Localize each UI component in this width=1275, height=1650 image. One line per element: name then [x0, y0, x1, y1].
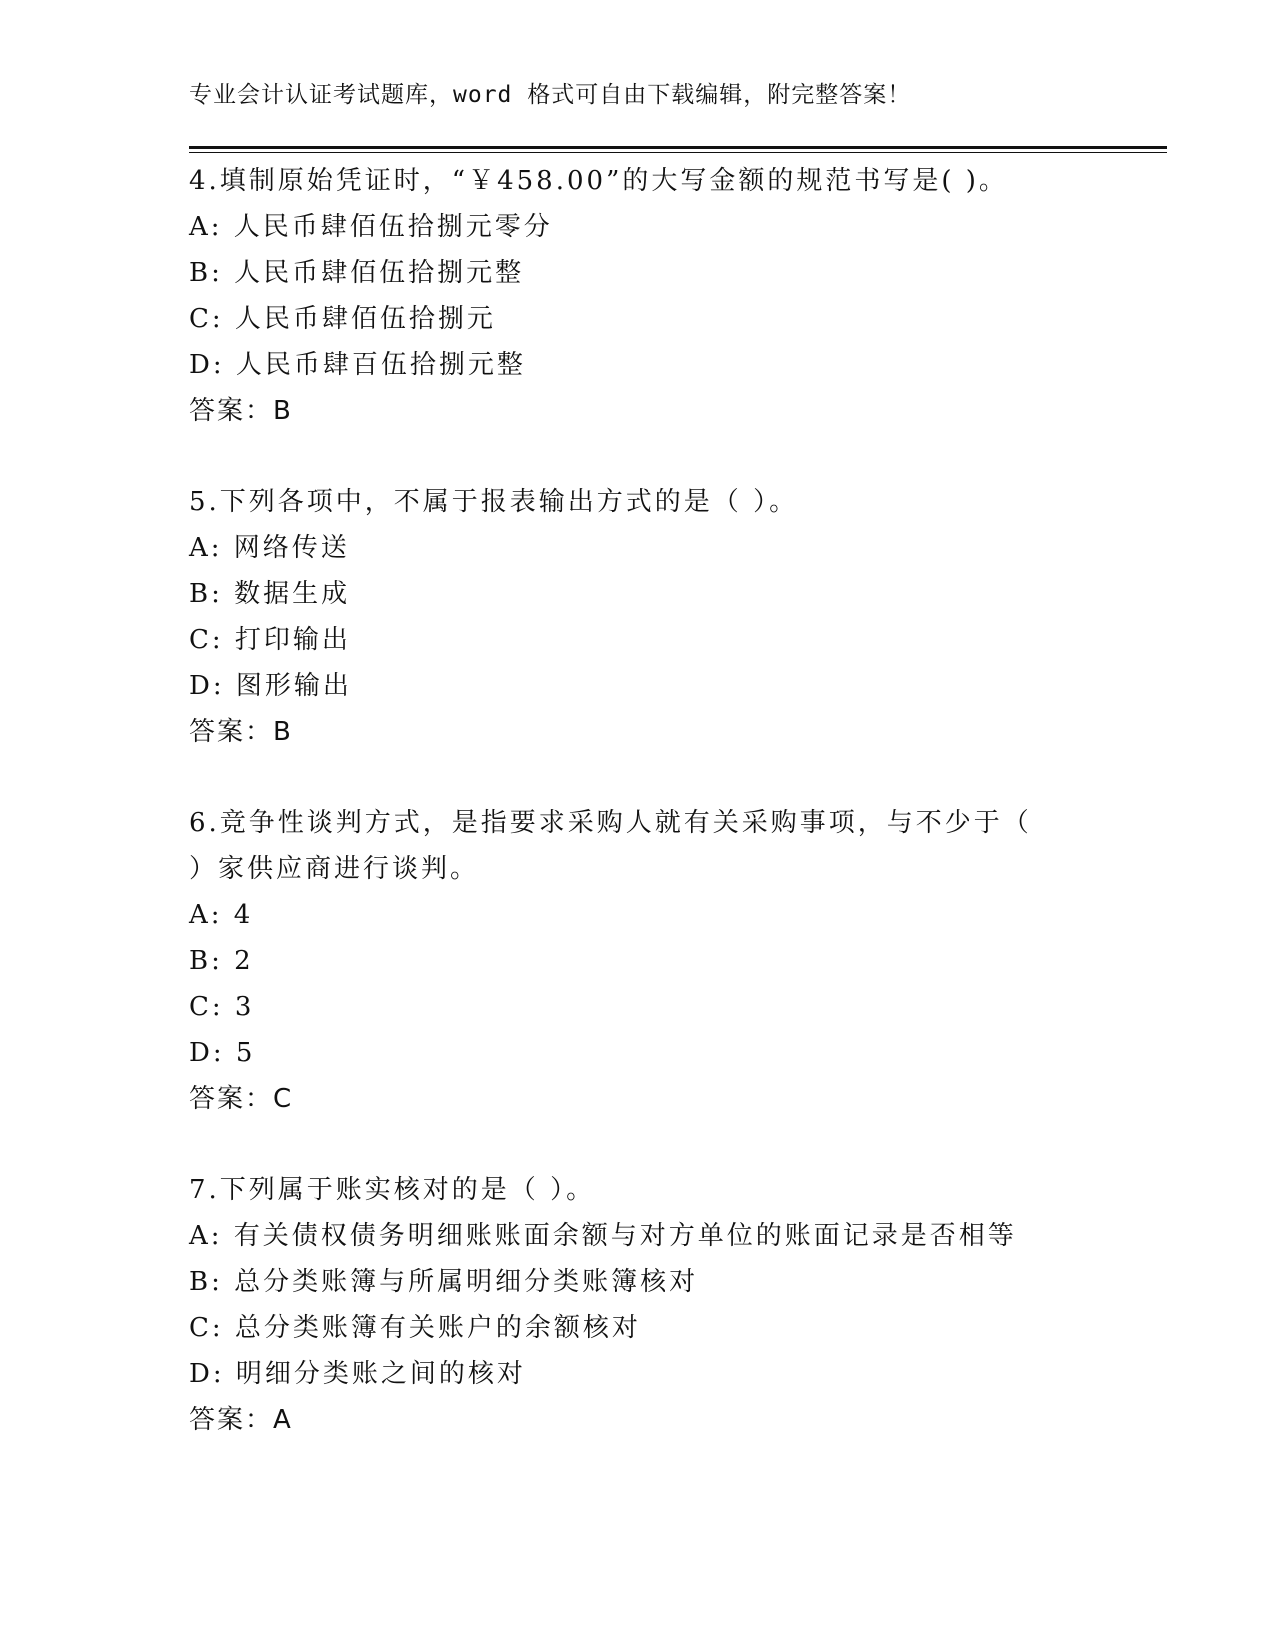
answer: 答案：A [189, 1405, 293, 1435]
question-5 [189, 479, 1149, 755]
option-d: D: 明细分类账之间的核对 [189, 1359, 526, 1389]
question-gap [189, 434, 1149, 479]
question-6 [189, 800, 1149, 1122]
option-b: B: 人民币肆佰伍拾捌元整 [189, 258, 525, 288]
option-a: A: 有关债权债务明细账账面余额与对方单位的账面记录是否相等 [189, 1221, 1017, 1251]
option-b: B: 2 [189, 946, 254, 976]
option-c: C: 3 [189, 992, 255, 1022]
option-a: A: 网络传送 [189, 533, 350, 563]
question-stem: 5.下列各项中，不属于报表输出方式的是（ ）。 [189, 487, 799, 517]
option-a: A: 人民币肆佰伍拾捌元零分 [189, 212, 553, 242]
option-b: B: 总分类账簿与所属明细分类账簿核对 [189, 1267, 699, 1297]
option-a: A: 4 [189, 900, 254, 930]
header-rule-thin [189, 152, 1167, 153]
question-stem: 7.下列属于账实核对的是（ ）。 [189, 1175, 596, 1205]
question-gap [189, 755, 1149, 800]
question-list [189, 158, 1149, 1443]
question-4 [189, 158, 1149, 434]
option-d: D: 人民币肆百伍拾捌元整 [189, 350, 526, 380]
option-c: C: 总分类账簿有关账户的余额核对 [189, 1313, 641, 1343]
header-note: 专业会计认证考试题库，word 格式可自由下载编辑，附完整答案！ [189, 82, 912, 108]
option-c: C: 打印输出 [189, 625, 351, 655]
question-stem: 4.填制原始凭证时，“￥458.00”的大写金额的规范书写是( )。 [189, 166, 1008, 196]
option-c: C: 人民币肆佰伍拾捌元 [189, 304, 496, 334]
option-d: D: 5 [189, 1038, 256, 1068]
question-gap [189, 1122, 1149, 1167]
answer: 答案：B [189, 717, 293, 747]
question-stem: 6.竞争性谈判方式，是指要求采购人就有关采购事项，与不少于（ [189, 808, 1032, 838]
question-7 [189, 1167, 1149, 1443]
option-d: D: 图形输出 [189, 671, 352, 701]
answer: 答案：B [189, 396, 293, 426]
answer: 答案：C [189, 1084, 294, 1114]
option-b: B: 数据生成 [189, 579, 351, 609]
header-rule-thick [189, 146, 1167, 149]
question-stem-continued: ）家供应商进行谈判。 [189, 854, 480, 884]
